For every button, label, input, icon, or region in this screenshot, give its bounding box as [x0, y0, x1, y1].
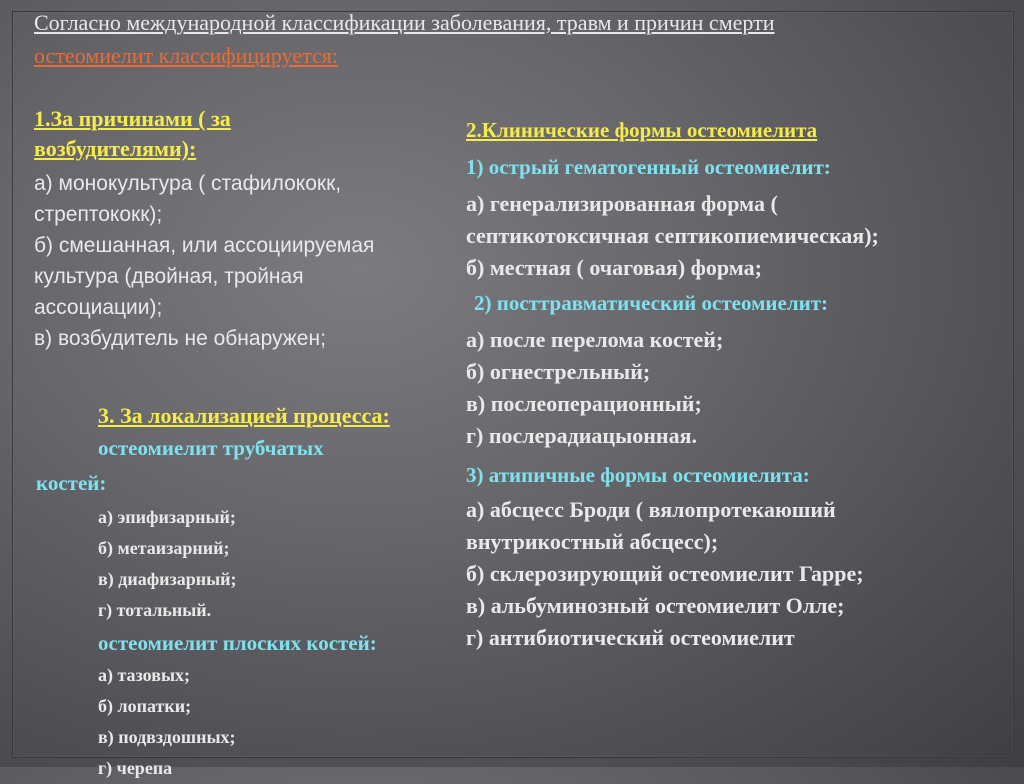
list-item: г) послерадиацыонная.	[466, 423, 698, 448]
list-item: а) тазовых;	[98, 665, 191, 685]
col2-sub3-list	[466, 494, 864, 654]
col3-heading: 3. За локализацией процесса:	[98, 403, 390, 428]
list-item: а) абсцесс Броди ( вялопротекаюший	[466, 497, 836, 522]
list-item: б) огнестрельный;	[466, 359, 651, 384]
list-item: а) генерализированная форма (	[466, 191, 778, 216]
col2-heading: 2.Клинические формы остеомиелита	[466, 118, 818, 142]
list-item: г) тотальный.	[98, 600, 212, 620]
list-item: стрептококк);	[34, 203, 163, 226]
list-item: внутрикостный абсцесс);	[466, 529, 719, 554]
col3-sub2-list	[98, 660, 236, 784]
title-line-2: остеомиелит классифицируется:	[34, 43, 338, 68]
list-item: б) склерозирующий остеомиелит Гарре;	[466, 561, 864, 586]
list-item: б) метаизарний;	[98, 538, 230, 558]
col2-sub3: 3) атипичные формы остеомиелита:	[466, 463, 810, 487]
list-item: а) после перелома костей;	[466, 327, 724, 352]
col2-sub2-list	[466, 324, 723, 452]
list-item: ассоциации);	[34, 296, 163, 319]
title-line-1: Согласно международной классификации заболевания, травм и причин смерти	[34, 10, 775, 35]
col3-sub1-line2: костей:	[36, 471, 107, 495]
list-item: б) местная ( очаговая) форма;	[466, 255, 762, 280]
list-item: а) эпифизарный;	[98, 507, 236, 527]
list-item: в) диафизарный;	[98, 569, 237, 589]
col2-sub1: 1) острый гематогенный остеомиелит:	[466, 155, 831, 179]
col3-sub2: остеомиелит плоских костей:	[98, 631, 377, 655]
list-item: б) лопатки;	[98, 696, 192, 716]
list-item: септикотоксичная септикопиемическая);	[466, 223, 879, 248]
col1-heading: 1.За причинами ( за возбудителями):	[34, 106, 231, 161]
col3-sub1-list	[98, 502, 237, 626]
list-item: б) смешанная, или ассоциируемая	[34, 234, 375, 257]
list-item: в) подвздошных;	[98, 727, 236, 747]
col2-sub2: 2) посттравматический остеомиелит:	[474, 291, 829, 315]
col2-sub1-list	[466, 188, 879, 284]
col1-list	[34, 168, 374, 354]
col3-sub1-line1: остеомиелит трубчатых	[98, 436, 324, 460]
list-item: культура (двойная, тройная	[34, 265, 304, 288]
list-item: в) альбуминозный остеомиелит Олле;	[466, 593, 845, 618]
list-item: г) антибиотический остеомиелит	[466, 625, 795, 650]
list-item: в) послеоперационный;	[466, 391, 702, 416]
list-item: в) возбудитель не обнаружен;	[34, 327, 326, 350]
list-item: г) черепа	[98, 758, 173, 778]
list-item: а) монокультура ( стафилококк,	[34, 172, 342, 195]
